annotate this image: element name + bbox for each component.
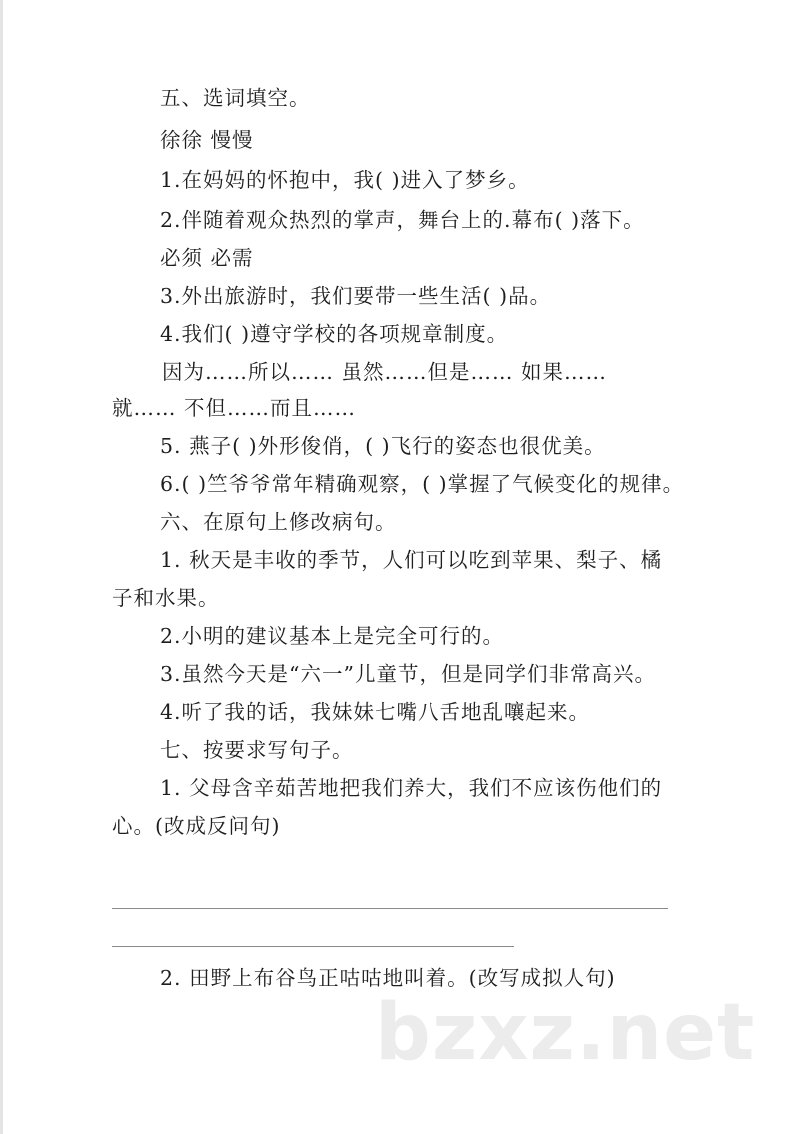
word-options-1: 徐徐 慢慢: [160, 128, 254, 152]
section-6-title: 六、在原句上修改病句。: [160, 510, 397, 534]
section-7-title: 七、按要求写句子。: [160, 738, 354, 762]
question-6-2: 2.小明的建议基本上是完全可行的。: [160, 624, 505, 648]
conjunction-options-line-1: 因为……所以…… 虽然……但是…… 如果……: [162, 360, 608, 384]
question-5-4: 4.我们( )遵守学校的各项规章制度。: [160, 322, 509, 346]
question-6-4: 4.听了我的话，我妹妹七嘴八舌地乱嚷起来。: [160, 700, 591, 724]
watermark: bzxz.net: [375, 988, 756, 1078]
section-5-title: 五、选词填空。: [160, 86, 311, 110]
word-options-2: 必须 必需: [160, 246, 254, 270]
question-6-1-line-2: 子和水果。: [112, 586, 220, 610]
question-7-1-line-2: 心。(改成反问句): [112, 814, 281, 838]
question-6-3: 3.虽然今天是“六一”儿童节，但是同学们非常高兴。: [160, 662, 657, 686]
question-7-2: 2. 田野上布谷鸟正咕咕地叫着。(改写成拟人句): [160, 966, 616, 990]
question-5-5: 5. 燕子( )外形俊俏，( )飞行的姿态也很优美。: [160, 434, 606, 458]
conjunction-options-line-2: 就…… 不但……而且……: [112, 396, 357, 420]
answer-line-2: [112, 946, 514, 947]
question-5-3: 3.外出旅游时，我们要带一些生活( )品。: [160, 284, 552, 308]
question-5-6: 6.( )竺爷爷常年精确观察，( )掌握了气候变化的规律。: [160, 472, 685, 496]
question-6-1-line-1: 1. 秋天是丰收的季节，人们可以吃到苹果、梨子、橘: [160, 548, 663, 572]
question-5-1: 1.在妈妈的怀抱中，我( )进入了梦乡。: [160, 168, 530, 192]
page-edge: [0, 0, 3, 1134]
answer-line-1: [112, 908, 668, 909]
question-7-1-line-1: 1. 父母含辛茹苦地把我们养大，我们不应该伤他们的: [160, 776, 663, 800]
question-5-2: 2.伴随着观众热烈的掌声，舞台上的.幕布( )落下。: [160, 208, 645, 232]
